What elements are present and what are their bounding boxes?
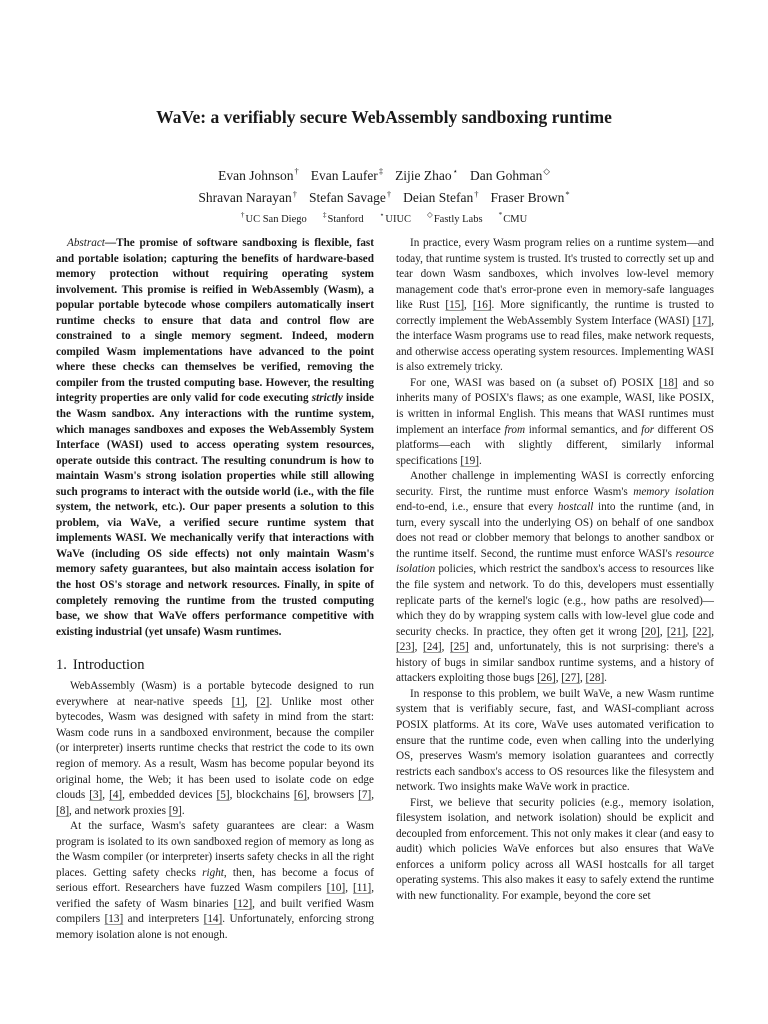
author-name: Evan Johnson†	[218, 166, 299, 183]
affiliation-mark: †	[474, 188, 479, 199]
affiliation: ⋆UIUC	[379, 210, 412, 225]
affiliation: ‡Stanford	[322, 210, 364, 225]
citation-link[interactable]: [25]	[450, 641, 469, 654]
emphasis: from	[504, 423, 526, 436]
affiliation: *CMU	[498, 210, 528, 225]
affiliation: †UC San Diego	[240, 210, 307, 225]
paragraph: In practice, every Wasm program relies on a runtime system—and today, that runtime system is trusted. It's trusted to correctly set up and tear down Wasm sandboxes, which involves low-level memory management code that's error-prone even in memory-safe languages like Rust [15], [16]. More significantly, the runtime is trusted to correctly implement the WebAssembly System Interface (WASI) [17], the interface Wasm programs use to read files, make network requests, and otherwise access operating system resources. Implementing WASI is also extremely tricky.	[396, 237, 715, 374]
author-name: Fraser Brown*	[490, 188, 570, 205]
citation-link[interactable]: [7]	[358, 789, 372, 802]
emphasis: memory isolation	[633, 485, 714, 498]
abstract-text: —The promise of software sandboxing is flexible, fast and portable isolation; capturing the benefits of hardware-based memory protection without requiring operating system involvement. This promise is reified in WebAssembly (Wasm), a popular portable bytecode whose compilers automatically insert runtime checks to ensure that data and control flow are constrained to a single memory segment. Indeed, modern compiled Wasm implementations have advanced to the point where these checks can themselves be verified, removing the compiler from the trusted computing base. However, the resulting integrity properties are only valid for code executing strictly inside the Wasm sandbox. Any interactions with the runtime system, which manages sandboxes and exposes the WebAssembly System Interface (WASI) used to access operating system resources, operate outside this contract. The resulting conundrum is how to maintain Wasm's strong isolation properties while still allowing such programs to interact with the outside world (i.e., with the file system, the network, etc.). Our paper presents a solution to this problem, via WaVe, a verified secure runtime system that implements WASI. We mechanically verify that interactions with WaVe (including OS side effects) not only maintain Wasm's memory safety guarantees, but also maintain access isolation for the host OS's storage and network resources. Finally, in spite of completely removing the runtime from the trusted computing base, we show that WaVe offers performance competitive with existing industrial (yet unsafe) Wasm runtimes.	[56, 237, 374, 638]
citation-link[interactable]: [5]	[216, 789, 230, 802]
citation-link[interactable]: [18]	[659, 376, 678, 389]
section-title: Introduction	[72, 657, 145, 674]
citation-link[interactable]: [11]	[352, 882, 372, 895]
affiliation-mark: †	[386, 188, 392, 199]
affiliation-mark: †	[294, 166, 299, 176]
citation-link[interactable]: [21]	[666, 625, 686, 638]
citation-link[interactable]: [8]	[56, 804, 70, 817]
author-name: Dan Gohman◇	[470, 166, 550, 183]
affiliation-mark: ⋆	[452, 166, 458, 176]
author-name: Deian Stefan†	[403, 188, 479, 205]
emphasis: strictly	[311, 392, 343, 405]
affiliation-mark: ‡	[322, 210, 327, 219]
author-name: Stefan Savage†	[309, 188, 392, 205]
paragraph: Another challenge in implementing WASI is correctly enforcing security. First, the runtime must enforce Wasm's memory isolation end-to-end, i.e., ensure that every hostcall into the runtime (and, in turn, every syscall into the underlying OS) on behalf of one sandbox does not read or clobber memory that belongs to another sandbox or the runtime itself. Second, the runtime must enforce WASI's resource isolation policies, which restrict the sandbox's access to resources like the file system and network. To do this, developers must essentially replicate parts of the kernel's logic (e.g., how paths are resolved)—which they do by wrapping system calls with low-level glue code and security checks. In practice, they often get it wrong [20], [21], [22], [23], [24], [25] and, unfortunately, this is not surprising: there's a history of bugs in similar sandbox runtime systems, and a history of attackers exploiting those bugs [26], [27], [28].	[396, 470, 715, 685]
paragraph: First, we believe that security policies (e.g., memory isolation, filesystem isolation, and network isolation) should be explicit and decoupled from enforcement. This not only makes it clear (and easy to audit) which policies WaVe enforces but also ensures that WaVe enforces a uniform policy across all WASI hostcalls for all target operating systems. This also makes it easy to safely extend the runtime with new functionality. For example, beyond the core set	[396, 796, 714, 902]
paper-title: WaVe: a verifiably secure WebAssembly sandboxing runtime	[156, 107, 612, 127]
citation-link[interactable]: [3]	[89, 789, 103, 802]
citation-link[interactable]: [20]	[641, 625, 660, 638]
left-column	[56, 236, 374, 944]
emphasis: for	[641, 423, 655, 436]
citation-link[interactable]: [1]	[231, 695, 245, 708]
citation-link[interactable]: [23]	[396, 641, 415, 654]
affiliation-line	[0, 207, 768, 228]
affiliation-mark: ‡	[378, 166, 384, 176]
left-body	[56, 679, 374, 943]
section-heading	[56, 656, 374, 674]
affiliation-mark: ◇	[543, 166, 550, 176]
paragraph: For one, WASI was based on (a subset of) POSIX [18] and so inherits many of POSIX's flaws; as one example, WASI, like POSIX, is written in informal English. This means that WASI runtimes must implement an interface from informal semantics, and for different OS platforms—each with slightly different, similarly informal specifications [19].	[396, 376, 714, 467]
abstract-label: Abstract	[67, 237, 105, 249]
citation-link[interactable]: [9]	[168, 804, 182, 817]
affiliation-mark: †	[240, 210, 245, 219]
affiliation-mark: ◇	[427, 210, 433, 219]
author-line	[0, 162, 768, 185]
citation-link[interactable]: [13]	[104, 913, 124, 926]
citation-link[interactable]: [14]	[203, 913, 223, 926]
emphasis: right	[202, 866, 224, 879]
citation-link[interactable]: [12]	[233, 897, 253, 910]
citation-link[interactable]: [26]	[537, 672, 556, 685]
abstract	[56, 236, 374, 640]
citation-link[interactable]: [19]	[460, 454, 479, 467]
section-number: 1.	[56, 657, 67, 674]
citation-link[interactable]: [6]	[293, 789, 307, 802]
citation-link[interactable]: [28]	[585, 672, 605, 685]
paragraph: WebAssembly (Wasm) is a portable bytecode designed to run everywhere at near-native speeds [1], [2]. Unlike most other bytecodes, Wasm was designed with safety in mind from the start: Wasm code runs in a sandboxed environment, because the compiler (or interpreter) inserts runtime checks that restrict the code to its own region of memory. As a result, Wasm has become popular beyond its original home, the Web; it has been used to isolate code on edge clouds [3], [4], embedded devices [5], blockchains [6], browsers [7], [8], and network proxies [9].	[56, 680, 374, 817]
author-name: Zijie Zhao⋆	[395, 166, 458, 183]
affiliation-mark: †	[292, 188, 297, 199]
author-line	[0, 185, 768, 208]
affiliation: ◇Fastly Labs	[427, 210, 483, 225]
affiliation-mark: ⋆	[379, 210, 385, 219]
citation-link[interactable]: [17]	[692, 314, 712, 327]
emphasis: resource isolation	[396, 547, 714, 576]
citation-link[interactable]: [15]	[445, 299, 465, 312]
citation-link[interactable]: [16]	[472, 299, 492, 312]
author-name: Shravan Narayan†	[198, 188, 297, 205]
right-column	[396, 236, 714, 905]
affiliation-mark: *	[498, 210, 503, 219]
paragraph: At the surface, Wasm's safety guarantees are clear: a Wasm program is isolated to its own sandboxed region of memory as long as the Wasm compiler (or interpreter) inserts safety checks in all the right places. Getting safety checks right, then, has become a focus of serious effort. Researchers have fuzzed Wasm compilers [10], [11], verified the safety of Wasm binaries [12], and built verified Wasm compilers [13] and interpreters [14]. Unfortunately, enforcing strong memory isolation alone is not enough.	[56, 820, 375, 941]
citation-link[interactable]: [24]	[423, 641, 442, 654]
paragraph: In response to this problem, we built WaVe, a new Wasm runtime system that is verifiably secure, fast, and WASI-compliant across POSIX platforms. At its core, WaVe uses automated verification to ensure that the runtime code, even when calling into the underlying OS, preserves Wasm's memory isolation guarantees and correctly restricts each sandbox's access to OS resources like the filesystem and network. Two insights make WaVe work in practice.	[396, 687, 714, 794]
affiliation-mark: *	[565, 188, 570, 199]
citation-link[interactable]: [22]	[692, 625, 712, 638]
citation-link[interactable]: [10]	[326, 882, 346, 895]
citation-link[interactable]: [2]	[256, 695, 270, 708]
citation-link[interactable]: [27]	[561, 672, 580, 685]
author-block	[0, 162, 768, 228]
citation-link[interactable]: [4]	[109, 789, 123, 802]
author-name: Evan Laufer‡	[310, 166, 384, 183]
right-body	[396, 236, 714, 905]
emphasis: hostcall	[557, 501, 594, 514]
